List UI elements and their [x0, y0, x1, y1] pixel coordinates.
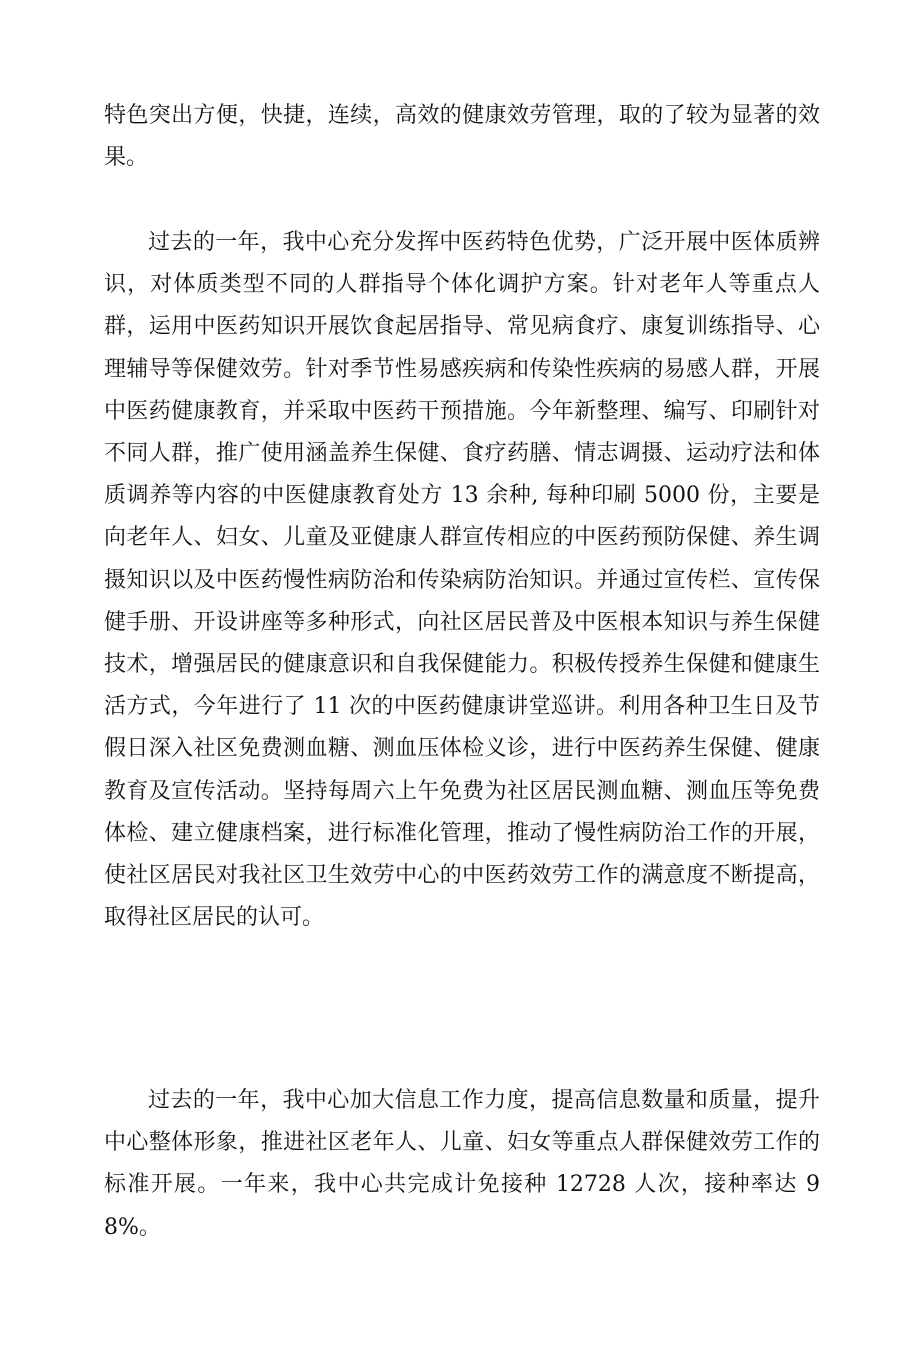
paragraph-continuation: 特色突出方便，快捷，连续，高效的健康效劳管理，取的了较为显著的效果。: [104, 103, 820, 171]
paragraph-tcm-services: 过去的一年，我中心充分发挥中医药特色优势，广泛开展中医体质辨识，对体质类型不同的人群指导个体化调护方案。针对老年人等重点人群，运用中医药知识开展饮食起居指导、常见病食疗、康复训练指导、心理辅导等保健效劳。针对季节性易感疾病和传染性疾病的易感人群，开展中医药健康教育，并采取中医药干预措施。今年新整理、编写、印刷针对不同人群，推广使用涵盖养生保健、食疗药膳、情志调摄、运动疗法和体质调养等内容的中医健康教育处方 13 余种, 每种印刷 5000 份，主要是向老年人、妇女、儿童及亚健康人群宣传相应的中医药预防保健、养生调摄知识以及中医药慢性病防治和传染病防治知识。并通过宣传栏、宣传保健手册、开设讲座等多种形式，向社区居民普及中医根本知识与养生保健技术，增强居民的健康意识和自我保健能力。积极传授养生保健和健康生活方式，今年进行了 11 次的中医药健康讲堂巡讲。利用各种卫生日及节假日深入社区免费测血糖、测血压体检义诊，进行中医药养生保健、健康教育及宣传活动。坚持每周六上午免费为社区居民测血糖、测血压等免费体检、建立健康档案，进行标准化管理，推动了慢性病防治工作的开展，使社区居民对我社区卫生效劳中心的中医药效劳工作的满意度不断提高，取得社区居民的认可。: [104, 230, 820, 931]
paragraph-information-work: 过去的一年，我中心加大信息工作力度，提高信息数量和质量，提升中心整体形象，推进社区老年人、儿童、妇女等重点人群保健效劳工作的标准开展。一年来，我中心共完成计免接种 12728 人次，接种率达 98%。: [104, 1088, 820, 1240]
